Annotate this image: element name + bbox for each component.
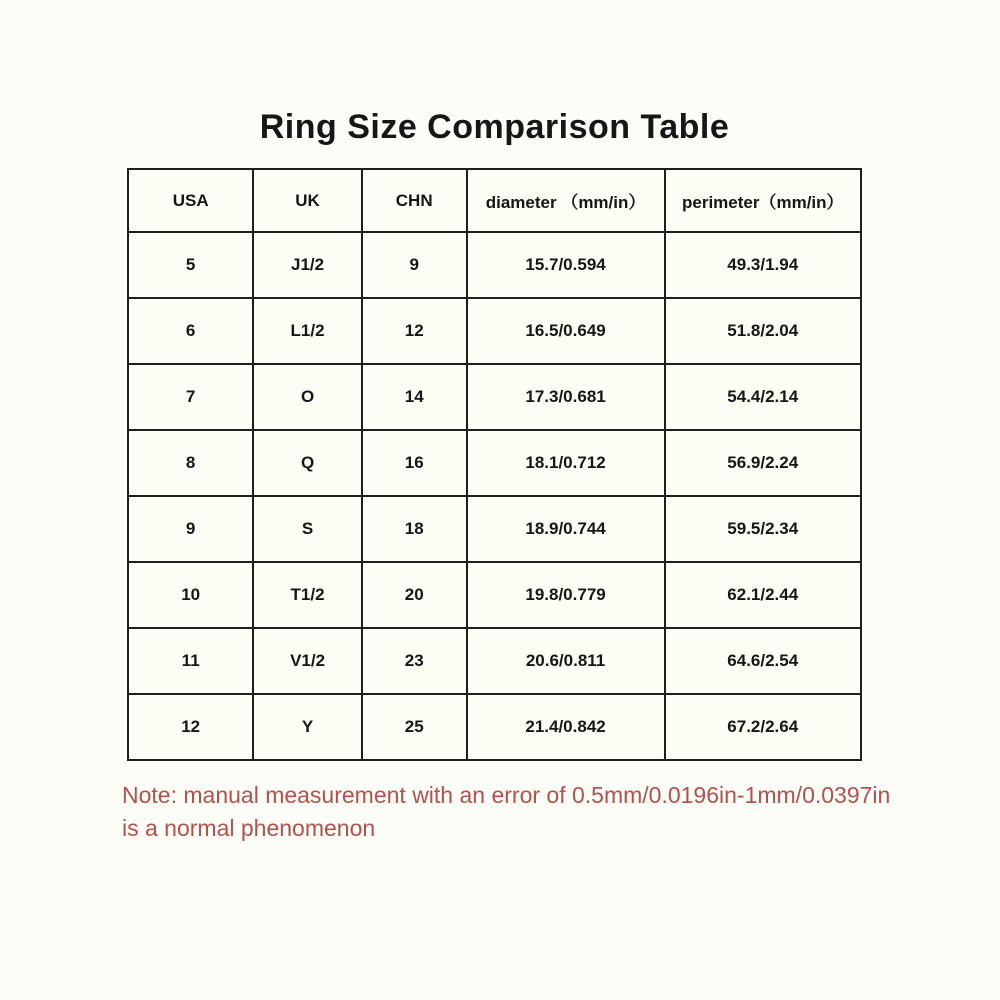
table-cell: Q (253, 430, 361, 496)
table-cell: 9 (128, 496, 253, 562)
table-row (128, 364, 861, 430)
header-cell-diameter: diameter （mm/in） (467, 169, 665, 232)
table-cell: O (253, 364, 361, 430)
table-cell: 20.6/0.811 (467, 628, 665, 694)
table-cell: 56.9/2.24 (665, 430, 861, 496)
table-cell: 25 (362, 694, 467, 760)
table-cell: 21.4/0.842 (467, 694, 665, 760)
table-cell: 7 (128, 364, 253, 430)
table-cell: 59.5/2.34 (665, 496, 861, 562)
table-row (128, 232, 861, 298)
table-cell: 14 (362, 364, 467, 430)
table-cell: 10 (128, 562, 253, 628)
table-cell: 5 (128, 232, 253, 298)
table-cell: 18.9/0.744 (467, 496, 665, 562)
table-row (128, 496, 861, 562)
table-row (128, 628, 861, 694)
table-cell: 17.3/0.681 (467, 364, 665, 430)
table-cell: 19.8/0.779 (467, 562, 665, 628)
table-cell: 51.8/2.04 (665, 298, 861, 364)
header-cell-perimeter: perimeter（mm/in） (665, 169, 861, 232)
table-cell: 67.2/2.64 (665, 694, 861, 760)
table-row (128, 430, 861, 496)
table-cell: 18 (362, 496, 467, 562)
table-cell: 20 (362, 562, 467, 628)
table-cell: 18.1/0.712 (467, 430, 665, 496)
table-cell: T1/2 (253, 562, 361, 628)
table-cell: 16 (362, 430, 467, 496)
ring-size-table (127, 168, 862, 761)
table-cell: 64.6/2.54 (665, 628, 861, 694)
measurement-note: Note: manual measurement with an error of 0.5mm/0.0196in-1mm/0.0397in is a normal phenomenon (122, 782, 891, 841)
table-cell: 16.5/0.649 (467, 298, 665, 364)
table-cell: 6 (128, 298, 253, 364)
header-cell-usa: USA (128, 169, 253, 232)
table-cell: 54.4/2.14 (665, 364, 861, 430)
table-cell: 9 (362, 232, 467, 298)
table-cell: J1/2 (253, 232, 361, 298)
table-row (128, 694, 861, 760)
table-cell: Y (253, 694, 361, 760)
header-cell-chn: CHN (362, 169, 467, 232)
table-row (128, 562, 861, 628)
table-cell: S (253, 496, 361, 562)
page-title: Ring Size Comparison Table (259, 108, 730, 146)
table-row (128, 298, 861, 364)
table-header-row (128, 169, 861, 232)
table-cell: L1/2 (253, 298, 361, 364)
table-cell: 11 (128, 628, 253, 694)
table-cell: 62.1/2.44 (665, 562, 861, 628)
table-cell: 15.7/0.594 (467, 232, 665, 298)
table-cell: 49.3/1.94 (665, 232, 861, 298)
table-cell: V1/2 (253, 628, 361, 694)
table-cell: 8 (128, 430, 253, 496)
table-cell: 23 (362, 628, 467, 694)
header-cell-uk: UK (253, 169, 361, 232)
table-cell: 12 (362, 298, 467, 364)
table-cell: 12 (128, 694, 253, 760)
